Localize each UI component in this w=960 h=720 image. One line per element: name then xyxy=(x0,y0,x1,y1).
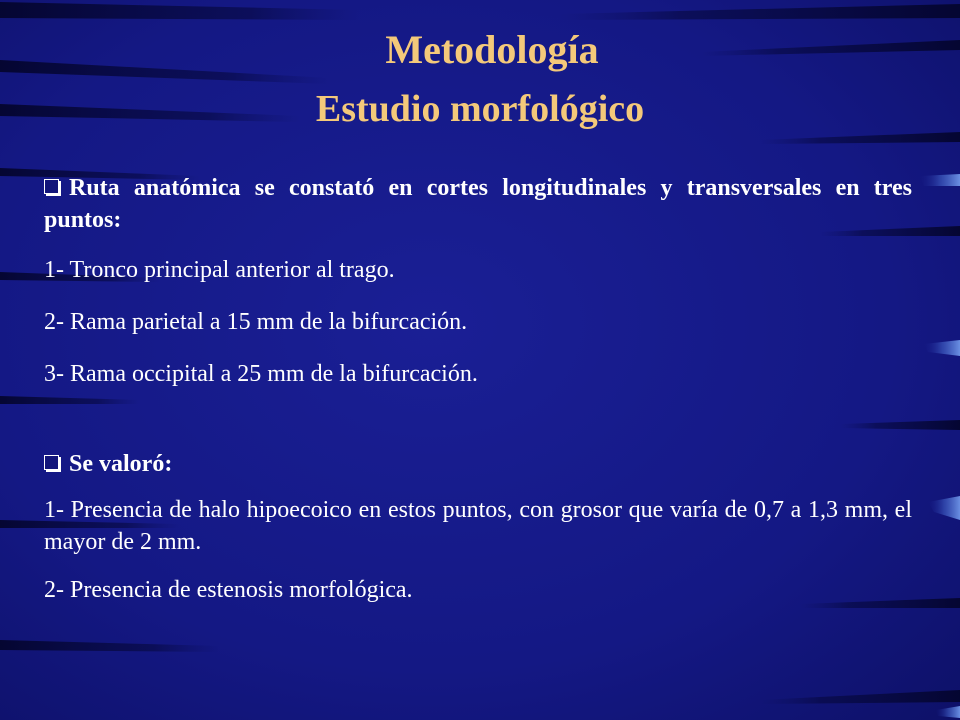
list-item: 2- Presencia de estenosis morfológica. xyxy=(44,577,413,603)
section-heading-text: Ruta anatómica se constató en cortes longitudinales y transversales en tres puntos: xyxy=(44,175,912,233)
list-item: 3- Rama occipital a 25 mm de la bifurcación. xyxy=(44,361,478,387)
slide-subtitle: Estudio morfológico xyxy=(315,88,645,130)
section-heading xyxy=(44,172,912,236)
slide-title: Metodología xyxy=(385,27,599,72)
list-item: 2- Rama parietal a 15 mm de la bifurcación. xyxy=(44,309,468,335)
list-item: 1- Presencia de halo hipoecoico en estos puntos, con grosor que varía de 0,7 a 1,3 mm, el mayor de 2 mm. xyxy=(44,497,912,555)
slide-content xyxy=(44,172,912,606)
list-item: 1- Tronco principal anterior al trago. xyxy=(44,257,395,283)
square-bullet-icon xyxy=(44,179,59,194)
section-heading-text: Se valoró: xyxy=(69,451,173,477)
square-bullet-icon xyxy=(44,455,59,470)
section-heading xyxy=(44,448,912,480)
